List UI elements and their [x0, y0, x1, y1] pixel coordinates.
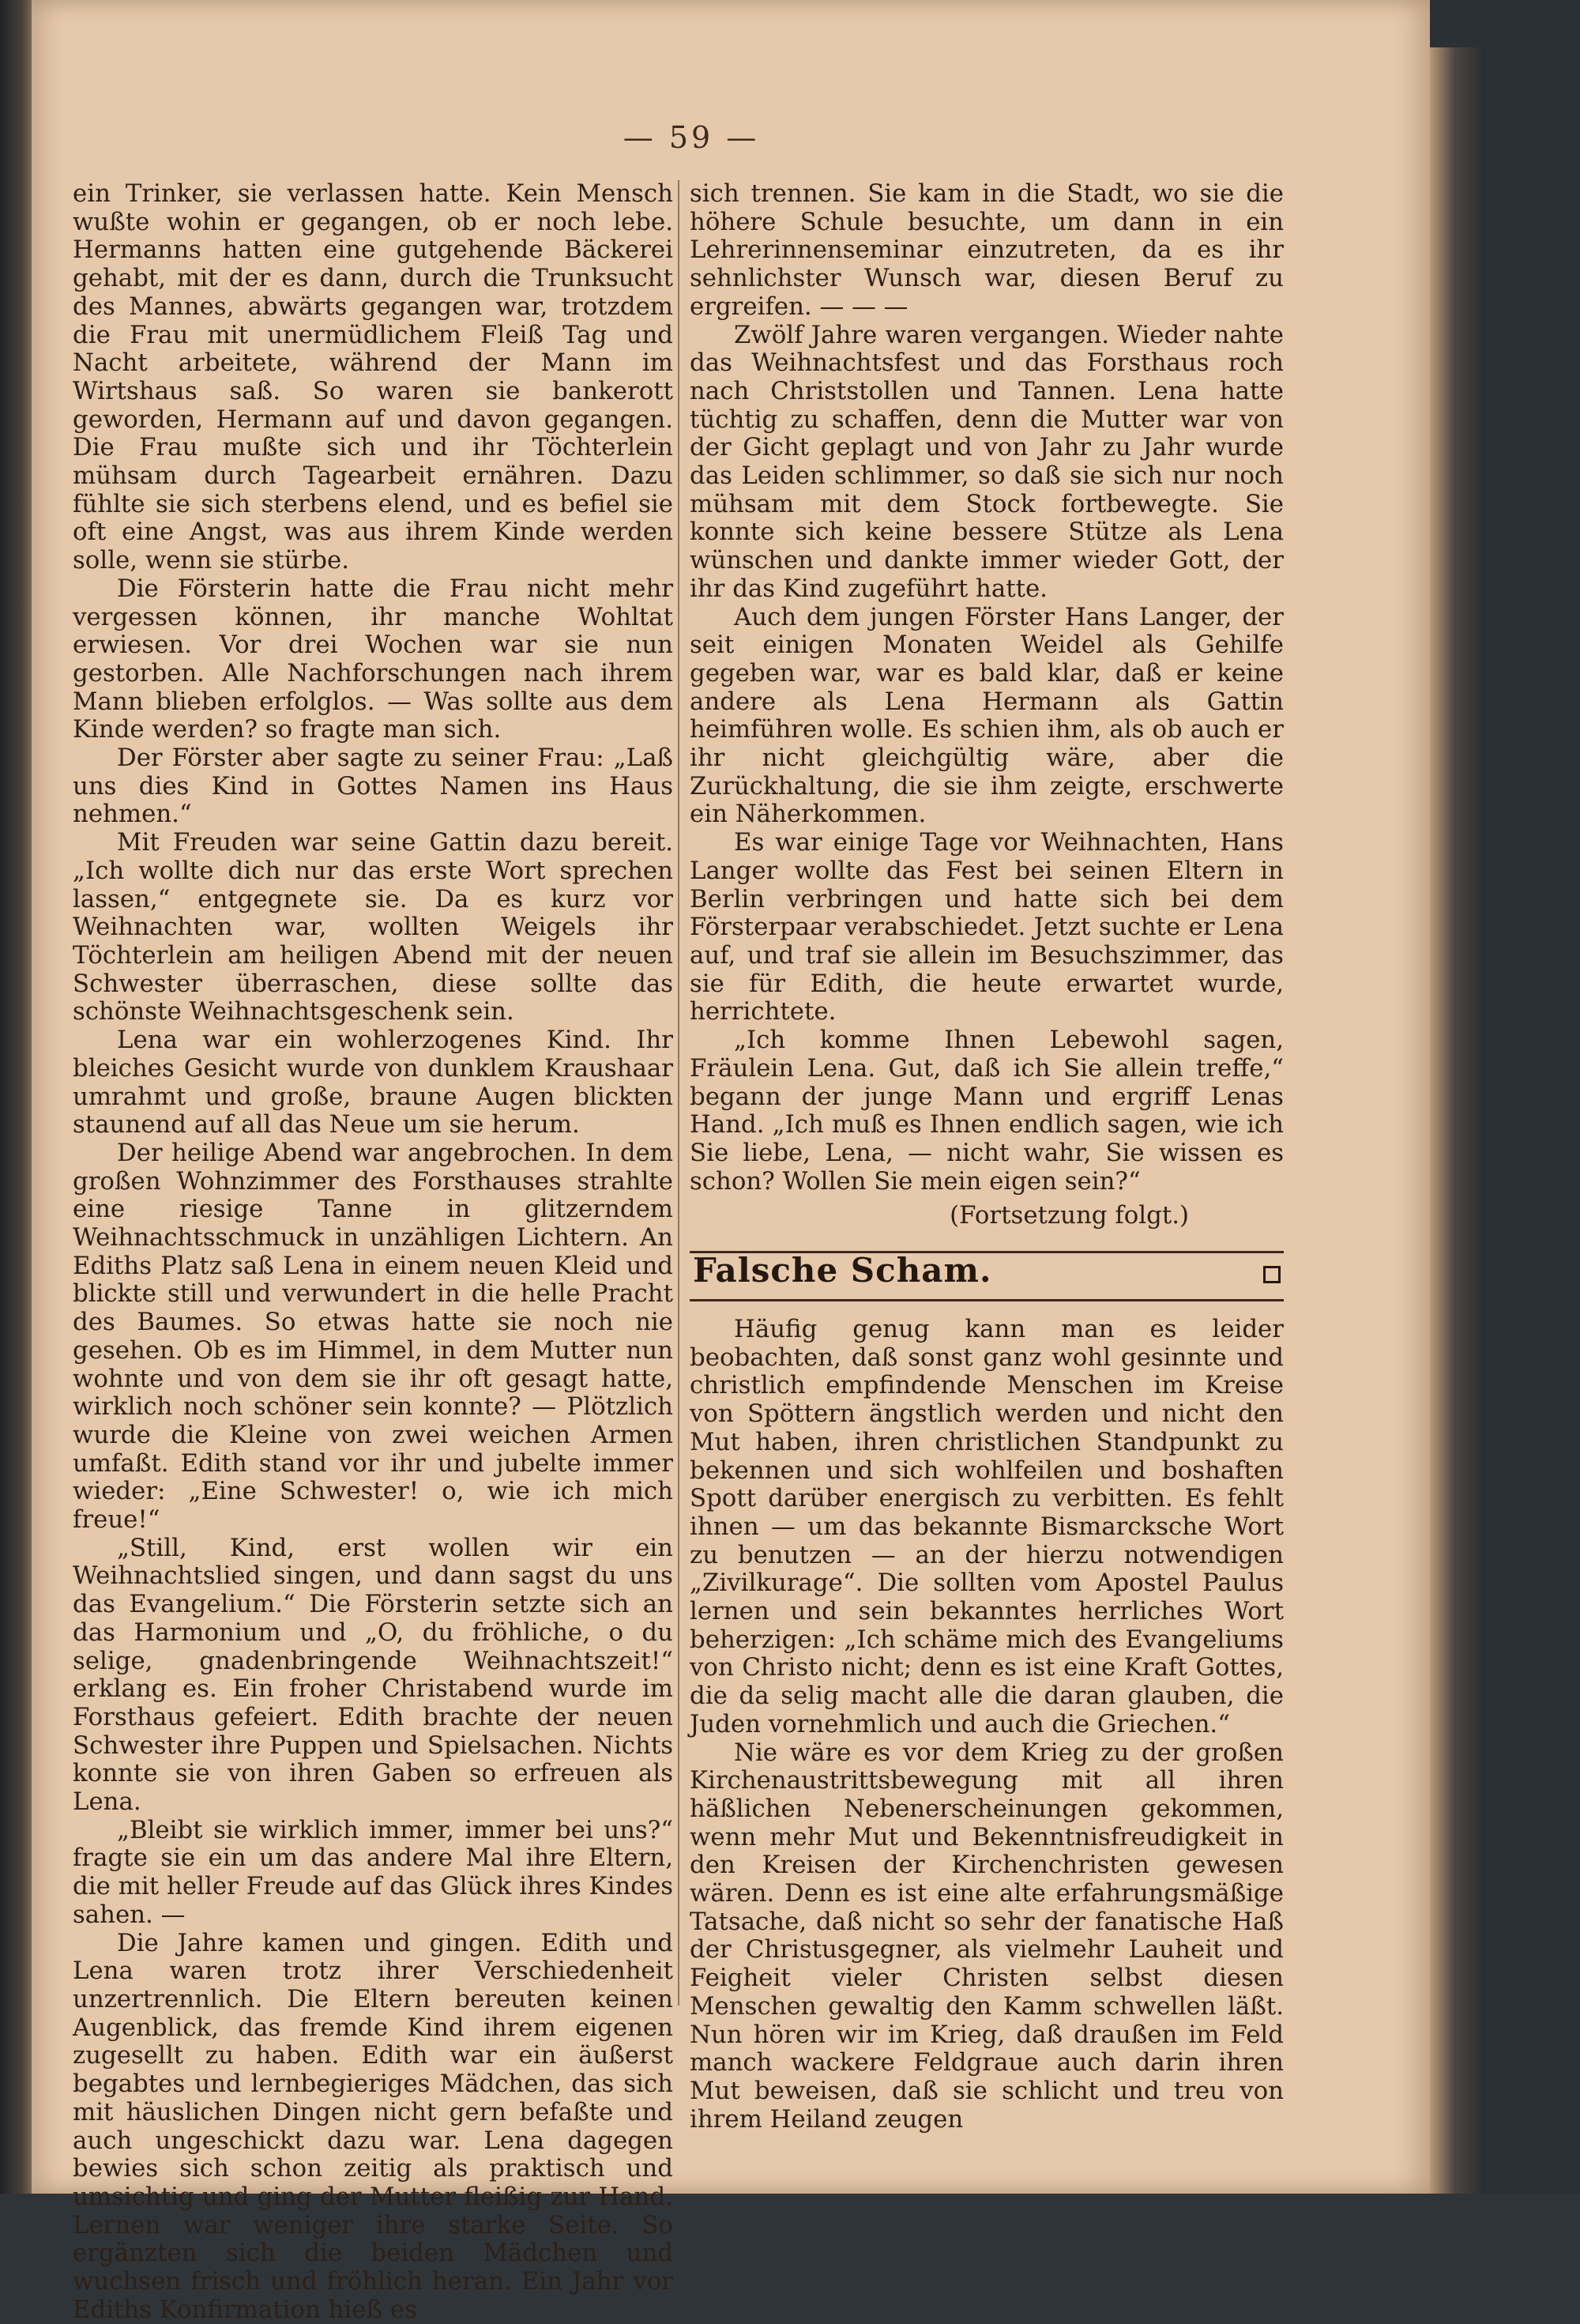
article-paragraph: Häufig genug kann man es leider beobachten, daß sonst ganz wohl gesinnte und christlich empfindende Menschen im Kreise von Spöttern ängstlich werden und nicht den Mut haben, ihren christlichen Standpunkt zu bekennen und sich wohlfeilen und boshaften Spott darüber energisch zu verbitten. Es fehlt ihnen — um das bekannte Bismarcksche Wort zu benutzen — an der hierzu notwendigen „Zivilkurage“. Die sollten vom Apostel Paulus lernen und sein bekanntes herrliches Wort beherzigen: „Ich schäme mich des Evangeliums von Christo nicht; denn es ist eine Kraft Gottes, die da selig macht alle die daran glauben, die Juden vornehmlich und auch die Griechen.“ — [690, 1315, 1284, 1738]
right-paragraph: Es war einige Tage vor Weihnachten, Hans Langer wollte das Fest bei seinen Eltern in Berlin verbringen und hatte sich bei dem Försterpaar verabschiedet. Jetzt suchte er Lena auf, und traf sie allein im Besuchszimmer, das sie für Edith, die heute erwartet wurde, herrichtete. — [690, 828, 1284, 1026]
cover-top — [1430, 0, 1580, 47]
left-paragraph: Die Jahre kamen und gingen. Edith und Lena waren trotz ihrer Verschiedenheit unzertrennlich. Die Eltern bereuten keinen Augenblick, das fremde Kind ihrem eigenen zugesellt zu haben. Edith war ein äußerst begabtes und lernbegieriges Mädchen, das sich mit häuslichen Dingen nicht gern befaßte und auch ungeschickt dazu war. Lena dagegen bewies sich schon zeitig als praktisch und umsichtig und ging der Mutter fleißig zur Hand. Lernen war weniger ihre starke Seite. So ergänzten sich die beiden Mädchen und wuchsen frisch und fröhlich heran. Ein Jahr vor Ediths Konfirmation hieß es — [73, 1928, 673, 2324]
article-heading-bar — [690, 1251, 1284, 1301]
left-paragraph: Der heilige Abend war angebrochen. In dem großen Wohnzimmer des Forsthauses strahlte eine riesige Tanne in glitzerndem Weihnachtsschmuck in unzähligen Lichtern. An Ediths Platz saß Lena in einem neuen Kleid und blickte still und verwundert in die helle Pracht des Baumes. So etwas hatte sie noch nie gesehen. Ob es im Himmel, in dem Mutter nun wohnte und von dem sie ihr oft gesagt hatte, wirklich noch schöner sein konnte? — Plötzlich wurde die Kleine von zwei weichen Armen umfaßt. Edith stand vor ihr und jubelte immer wieder: „Eine Schwester! o, wie ich mich freue!“ — [73, 1138, 673, 1535]
article-paragraph: Nie wäre es vor dem Krieg zu der großen Kirchenaustrittsbewegung mit all ihren häßlichen Nebenerscheinungen gekommen, wenn mehr Mut und Bekenntnisfreudigkeit in den Kreisen der Kirchenchristen gewesen wären. Denn es ist eine alte erfahrungsmäßige Tatsache, daß nicht so sehr der fanatische Haß der Christusgegner, als vielmehr Lauheit und Feigheit vieler Christen selbst diesen Menschen gewaltig den Kamm schwellen läßt. Nun hören wir im Krieg, daß draußen im Feld manch wackere Feldgraue auch darin ihren Mut beweisen, daß sie schlicht und treu von ihrem Heiland zeugen — [690, 1738, 1284, 2134]
right-paragraph: sich trennen. Sie kam in die Stadt, wo sie die höhere Schule besuchte, um dann in ein Lehrerinnenseminar einzutreten, da es ihr sehnlichster Wunsch war, diesen Beruf zu ergreifen. — — — — [690, 179, 1284, 321]
book-binding — [1430, 47, 1485, 2194]
left-paragraph: Der Förster aber sagte zu seiner Frau: „Laß uns dies Kind in Gottes Namen ins Haus nehmen.“ — [73, 744, 673, 829]
right-column — [690, 180, 1284, 2134]
right-paragraph: „Ich komme Ihnen Lebewohl sagen, Fräulein Lena. Gut, daß ich Sie allein treffe,“ begann der junge Mann und ergriff Lenas Hand. „Ich muß es Ihnen endlich sagen, wie ich Sie liebe, Lena, — nicht wahr, Sie wissen es schon? Wollen Sie mein eigen sein?“ — [690, 1026, 1284, 1196]
article-heading: Falsche Scham. — [693, 1251, 992, 1290]
right-paragraph: Zwölf Jahre waren vergangen. Wieder nahte das Weihnachtsfest und das Forsthaus roch nach Christstollen und Tannen. Lena hatte tüchtig zu schaffen, denn die Mutter war von der Gicht geplagt und von Jahr zu Jahr wurde das Leiden schlimmer, so daß sie sich nur noch mühsam mit dem Stock fortbewegte. Sie konnte sich keine bessere Stütze als Lena wünschen und dankte immer wieder Gott, der ihr das Kind zugeführt hatte. — [690, 320, 1284, 603]
left-paragraph: Mit Freuden war seine Gattin dazu bereit. „Ich wollte dich nur das erste Wort sprechen lassen,“ entgegnete sie. Da es kurz vor Weihnachten war, wollten Weigels ihr Töchterlein am heiligen Abend mit der neuen Schwester überraschen, diese sollte das schönste Weihnachtsgeschenk sein. — [73, 828, 673, 1026]
left-paragraph: Lena war ein wohlerzogenes Kind. Ihr bleiches Gesicht wurde von dunklem Kraushaar umrahmt und große, braune Augen blickten staunend auf all das Neue um sie herum. — [73, 1026, 673, 1139]
left-paragraph: „Bleibt sie wirklich immer, immer bei uns?“ fragte sie ein um das andere Mal ihre Eltern, die mit heller Freude auf das Glück ihres Kindes sahen. — — [73, 1815, 673, 1929]
right-paragraph: Auch dem jungen Förster Hans Langer, der seit einigen Monaten Weidel als Gehilfe gegeben war, war es bald klar, daß er keine andere als Lena Hermann als Gattin heimführen wolle. Es schien ihm, als ob auch er ihr nicht gleichgültig wäre, aber die Zurückhaltung, die sie ihm zeigte, erschwerte ein Näherkommen. — [690, 602, 1284, 829]
left-paragraph: „Still, Kind, erst wollen wir ein Weihnachtslied singen, und dann sagst du uns das Evangelium.“ Die Försterin setzte sich an das Harmonium und „O, du fröhliche, o du selige, gnadenbringende Weihnachtszeit!“ erklang es. Ein froher Christabend wurde im Forsthaus gefeiert. Edith brachte der neuen Schwester ihre Puppen und Spielsachen. Nichts konnte sie von ihren Gaben so erfreuen als Lena. — [73, 1533, 673, 1817]
continuation-note: (Fortsetzung folgt.) — [950, 1201, 1189, 1230]
square-ornament-icon — [1263, 1266, 1281, 1283]
left-column — [73, 180, 673, 2324]
left-paragraph: ein Trinker, sie verlassen hatte. Kein Mensch wußte wohin er gegangen, ob er noch lebe. Hermanns hatten eine gutgehende Bäckerei gehabt, mit der es dann, durch die Trunksucht des Mannes, abwärts gegangen war, trotzdem die Frau mit unermüdlichem Fleiß Tag und Nacht arbeitete, während der Mann im Wirtshaus saß. So waren sie bankerott geworden, Hermann auf und davon gegangen. Die Frau mußte sich und ihr Töchterlein mühsam durch Tagearbeit ernähren. Dazu fühlte sie sich sterbens elend, und es befiel sie oft eine Angst, was aus ihrem Kinde werden solle, wenn sie stürbe. — [73, 179, 673, 575]
column-divider — [678, 180, 679, 2006]
page-number: — 59 — — [623, 120, 760, 155]
left-paragraph: Die Försterin hatte die Frau nicht mehr vergessen können, ihr manche Wohltat erwiesen. Vor drei Wochen war sie nun gestorben. Alle Nachforschungen nach ihrem Mann blieben erfolglos. — Was sollte aus dem Kinde werden? so fragte man sich. — [73, 574, 673, 744]
previous-page-edge — [0, 0, 32, 2194]
